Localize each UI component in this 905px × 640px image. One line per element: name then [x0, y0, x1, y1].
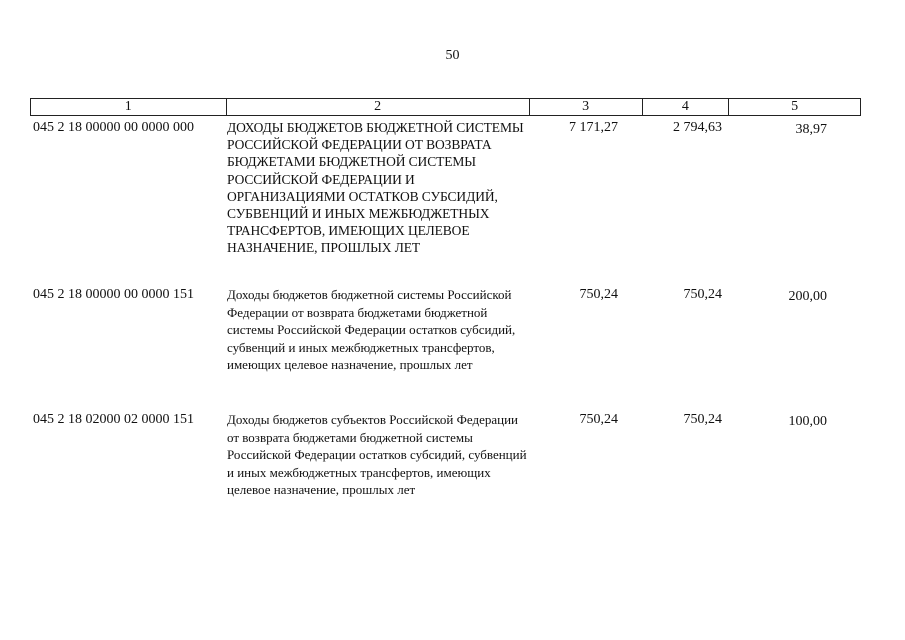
budget-code: 045 2 18 00000 00 0000 151 — [33, 287, 194, 302]
table-row — [30, 411, 861, 521]
column-header-2: 2 — [227, 99, 530, 115]
value-col5: 100,00 — [788, 414, 827, 429]
row-description: Доходы бюджетов бюджетной системы Российской Федерации от возврата бюджетами бюджетной системы Российской Федерации остатков субсидий, субвенций и иных межбюджетных трансфертов, имеющих целевое назначение, прошлых лет — [227, 287, 516, 373]
table-row — [30, 286, 861, 396]
value-col5: 38,97 — [795, 122, 827, 137]
value-col4: 2 794,63 — [673, 120, 722, 135]
row-description: Доходы бюджетов субъектов Российской Федерации от возврата бюджетами бюджетной системы Российской Федерации остатков субсидий, субвенций и иных межбюджетных трансфертов, имеющих целевое назначение, прошлых лет — [227, 412, 527, 498]
value-col4: 750,24 — [683, 412, 722, 427]
column-header-5: 5 — [791, 99, 799, 114]
column-header-3: 3 — [530, 99, 643, 115]
value-col3: 7 171,27 — [569, 120, 618, 135]
value-col4: 750,24 — [683, 287, 722, 302]
column-header-4: 4 — [643, 99, 730, 115]
value-col3: 750,24 — [579, 287, 618, 302]
table-row — [30, 119, 861, 259]
value-col5: 200,00 — [788, 289, 827, 304]
value-col3: 750,24 — [579, 412, 618, 427]
column-header-1: 1 — [31, 99, 227, 115]
page-number: 50 — [445, 48, 460, 63]
table-header-row — [30, 98, 861, 116]
budget-code: 045 2 18 02000 02 0000 151 — [33, 412, 194, 427]
row-description: ДОХОДЫ БЮДЖЕТОВ БЮДЖЕТНОЙ СИСТЕМЫ РОССИЙСКОЙ ФЕДЕРАЦИИ ОТ ВОЗВРАТА БЮДЖЕТАМИ БЮДЖЕТНОЙ СИСТЕМЫ РОССИЙСКОЙ ФЕДЕРАЦИИ И ОРГАНИЗАЦИЯМИ ОСТАТКОВ СУБСИДИЙ, СУБВЕНЦИЙ И ИНЫХ МЕЖБЮДЖЕТНЫХ ТРАНСФЕРТОВ, ИМЕЮЩИХ ЦЕЛЕВОЕ НАЗНАЧЕНИЕ, ПРОШЛЫХ ЛЕТ — [227, 120, 524, 256]
budget-code: 045 2 18 00000 00 0000 000 — [33, 120, 194, 135]
